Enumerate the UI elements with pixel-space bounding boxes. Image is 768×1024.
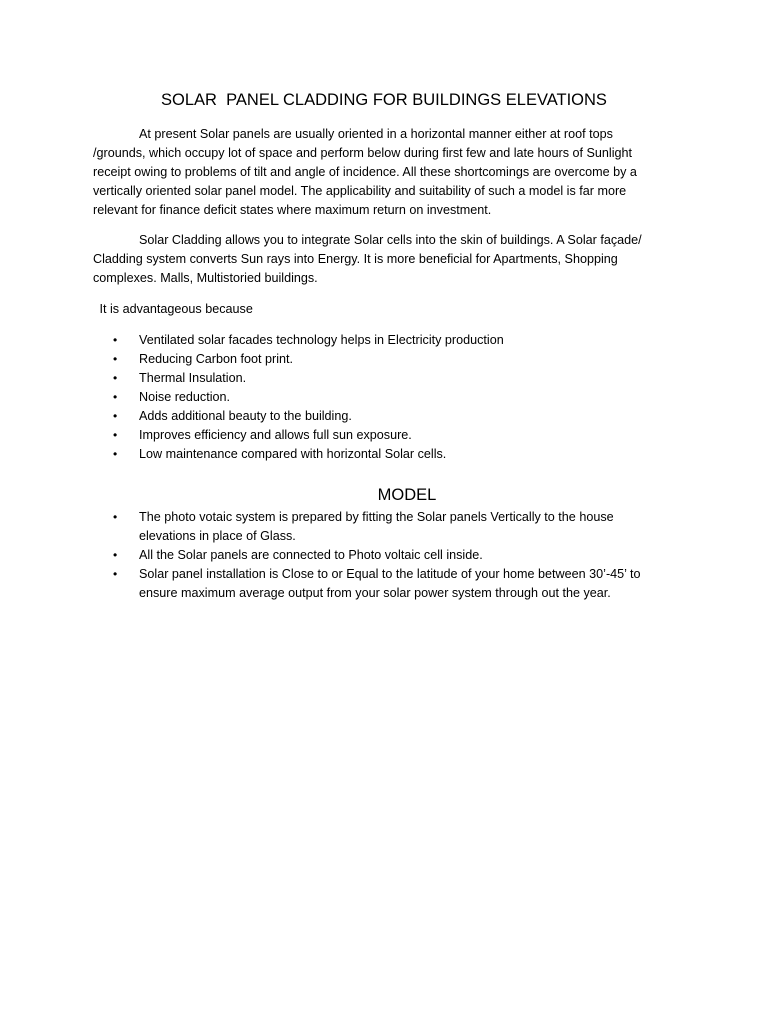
list-item — [0, 565, 669, 603]
model-heading: MODEL — [377, 486, 437, 504]
model-list — [0, 508, 768, 603]
list-item-text: The photo votaic system is prepared by fitting the Solar panels Vertically to the house elevations in place of Glass. — [139, 510, 614, 543]
bullet-icon: • — [113, 428, 118, 442]
list-item — [0, 388, 669, 407]
list-item-text: Noise reduction. — [139, 390, 231, 404]
list-item-text: Ventilated solar facades technology helps in Electricity production — [139, 333, 504, 347]
intro-paragraph: At present Solar panels are usually oriented in a horizontal manner either at roof tops /grounds, which occupy lot of space and perform below during first few and late hours of Sunlight receipt owing to problems of tilt and angle of incidence. All these shortcomings are overcome by a vertically oriented solar panel model. The applicability and suitability of such a model is far more relevant for finance deficit states where maximum return on investment. — [93, 127, 637, 217]
list-item-text: Reducing Carbon foot print. — [139, 352, 294, 366]
bullet-icon: • — [113, 510, 118, 524]
advantages-lead: It is advantageous because — [96, 302, 253, 316]
list-item — [0, 445, 669, 464]
list-item-text: Thermal Insulation. — [139, 371, 247, 385]
list-item — [0, 546, 669, 565]
bullet-icon: • — [113, 371, 118, 385]
document-title: SOLAR PANEL CLADDING FOR BUILDINGS ELEVATIONS — [161, 91, 607, 109]
advantages-list — [0, 331, 768, 464]
bullet-icon: • — [113, 447, 118, 461]
list-item-text: Low maintenance compared with horizontal Solar cells. — [139, 447, 447, 461]
bullet-icon: • — [113, 567, 118, 581]
list-item-text: Solar panel installation is Close to or Equal to the latitude of your home between 30’-45’ to ensure maximum average output from your solar power system through out the year. — [139, 567, 641, 600]
list-item — [0, 350, 669, 369]
list-item-text: Adds additional beauty to the building. — [139, 409, 352, 423]
cladding-paragraph: Solar Cladding allows you to integrate Solar cells into the skin of buildings. A Solar façade/ Cladding system converts Sun rays into Energy. It is more beneficial for Apartments, Shopping complexes. Malls, Multistoried buildings. — [93, 233, 642, 285]
bullet-icon: • — [113, 333, 118, 347]
list-item — [0, 407, 669, 426]
list-item — [0, 508, 669, 546]
list-item — [0, 426, 669, 445]
list-item — [0, 331, 669, 350]
bullet-icon: • — [113, 409, 118, 423]
list-item-text: All the Solar panels are connected to Photo voltaic cell inside. — [139, 548, 483, 562]
list-item — [0, 369, 669, 388]
bullet-icon: • — [113, 390, 118, 404]
bullet-icon: • — [113, 548, 118, 562]
bullet-icon: • — [113, 352, 118, 366]
list-item-text: Improves efficiency and allows full sun exposure. — [139, 428, 412, 442]
